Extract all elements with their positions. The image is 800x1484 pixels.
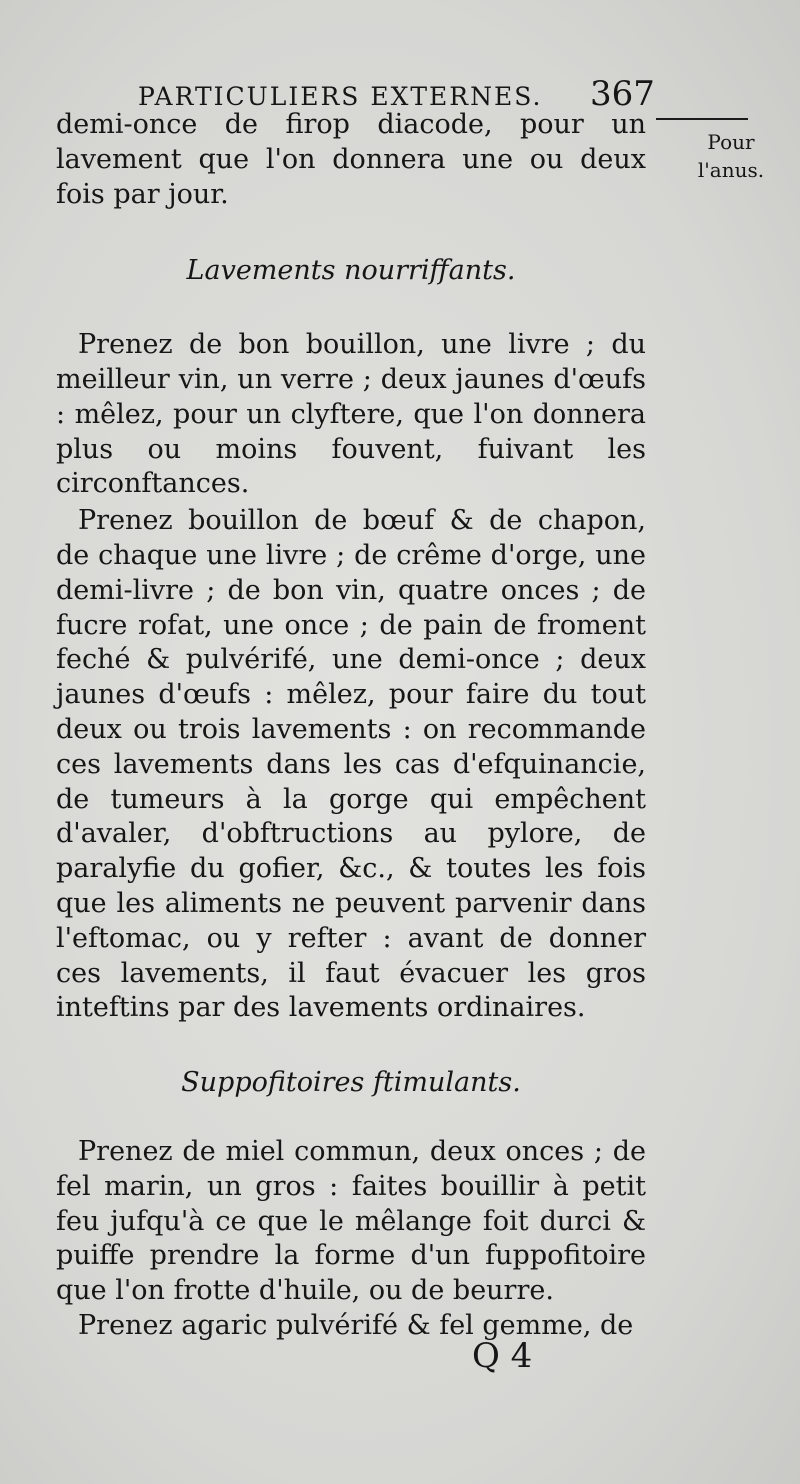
paragraph-suppositoires-1: Prenez de miel commun, deux onces ; de fel marin, un gros : faites bouillir à petit feu jufqu'à ce que le mêlange foit durci & puiffe prendre la forme d'un fuppofitoire que l'on frotte d'huile, ou de beurre. xyxy=(56,1135,646,1307)
margin-rule xyxy=(656,118,748,120)
opening-paragraph: demi-once de firop diacode, pour un lavement que l'on donnera une ou deux fois par jour. xyxy=(56,109,646,210)
body-text xyxy=(56,108,646,1344)
paragraph-lavements-2: Prenez bouillon de bœuf & de chapon, de chaque une livre ; de crême d'orge, une demi-livre ; de bon vin, quatre onces ; de fucre rofat, une once ; de pain de froment feché & pulvérifé, une demi-once ; deux jaunes d'œufs : mêlez, pour faire du tout deux ou trois lavements : on recommande ces lavements dans les cas d'efquinancie, de tumeurs à la gorge qui empêchent d'avaler, d'obftructions au pylore, de paralyfie du gofier, &c., & toutes les fois que les aliments ne peuvent parvenir dans l'eftomac, ou y refter : avant de donner ces lavements, il faut évacuer les gros inteftins par des lavements ordinaires. xyxy=(56,505,646,1024)
margin-note-line-1: Pour xyxy=(707,130,755,154)
section-title-suppositoires: Suppofitoires ftimulants. xyxy=(181,1067,521,1099)
margin-note xyxy=(676,128,786,184)
section-title-lavements: Lavements nourriffants. xyxy=(186,255,516,287)
margin-note-line-2: l'anus. xyxy=(697,158,765,182)
paragraph-suppositoires-2: Prenez agaric pulvérifé & fel gemme, de xyxy=(78,1309,634,1341)
signature-mark: Q 4 xyxy=(472,1336,533,1376)
running-title: PARTICULIERS EXTERNES. xyxy=(138,82,543,111)
paragraph-lavements-1: Prenez de bon bouillon, une livre ; du meilleur vin, un verre ; deux jaunes d'œufs : mêlez, pour un clyftere, que l'on donnera plus ou moins fouvent, fuivant les circonftances. xyxy=(56,329,646,500)
page-number: 367 xyxy=(590,74,655,114)
